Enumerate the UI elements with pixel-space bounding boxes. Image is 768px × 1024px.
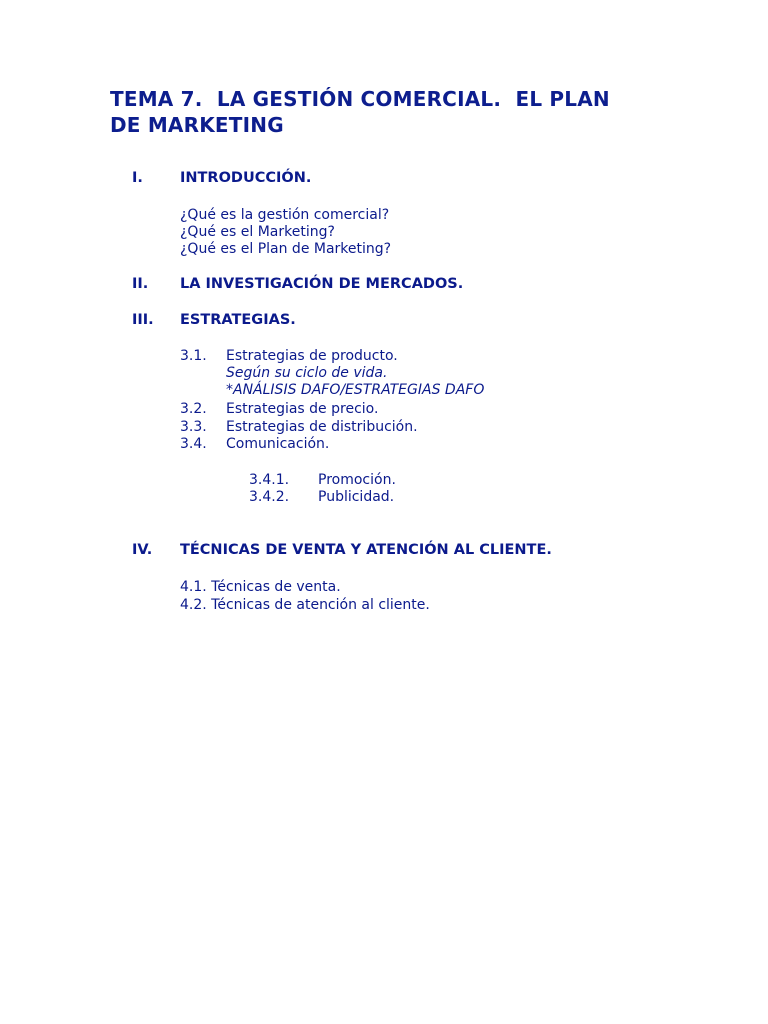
list-item: Según su ciclo de vida. bbox=[226, 365, 388, 381]
list-item: *ANÁLISIS DAFO/ESTRATEGIAS DAFO bbox=[226, 382, 485, 398]
list-item: ¿Qué es el Plan de Marketing? bbox=[180, 241, 392, 257]
title-line-1: TEMA 7. LA GESTIÓN COMERCIAL. EL PLAN bbox=[110, 87, 610, 111]
sub-item: Publicidad. bbox=[318, 489, 395, 505]
sub-item-number: 3.4.2. bbox=[249, 489, 290, 505]
list-item: ¿Qué es la gestión comercial? bbox=[180, 207, 390, 223]
section-heading: TÉCNICAS DE VENTA Y ATENCIÓN AL CLIENTE. bbox=[180, 542, 552, 558]
list-item: ¿Qué es el Marketing? bbox=[180, 224, 335, 240]
section-heading: INTRODUCCIÓN. bbox=[180, 170, 312, 186]
section-numeral: IV. bbox=[132, 542, 153, 558]
title-line-2: DE MARKETING bbox=[110, 113, 284, 137]
sub-item-number: 3.4.1. bbox=[249, 472, 290, 488]
section-heading: LA INVESTIGACIÓN DE MERCADOS. bbox=[180, 276, 464, 292]
section-numeral: I. bbox=[132, 170, 143, 186]
section-numeral: III. bbox=[132, 312, 154, 328]
list-item: Estrategias de precio. bbox=[226, 401, 379, 417]
list-item-number: 3.4. bbox=[180, 436, 207, 452]
list-item: Estrategias de distribución. bbox=[226, 419, 418, 435]
list-item: Comunicación. bbox=[226, 436, 330, 452]
list-item-number: 3.3. bbox=[180, 419, 207, 435]
list-item-number: 3.1. bbox=[180, 348, 207, 364]
sub-item: Promoción. bbox=[318, 472, 396, 488]
section-numeral: II. bbox=[132, 276, 149, 292]
list-item-number: 3.2. bbox=[180, 401, 207, 417]
list-item: 4.1. Técnicas de venta. bbox=[180, 579, 341, 595]
list-item: 4.2. Técnicas de atención al cliente. bbox=[180, 597, 430, 613]
list-item: Estrategias de producto. bbox=[226, 348, 398, 364]
page-title bbox=[110, 86, 662, 138]
section-heading: ESTRATEGIAS. bbox=[180, 312, 296, 328]
